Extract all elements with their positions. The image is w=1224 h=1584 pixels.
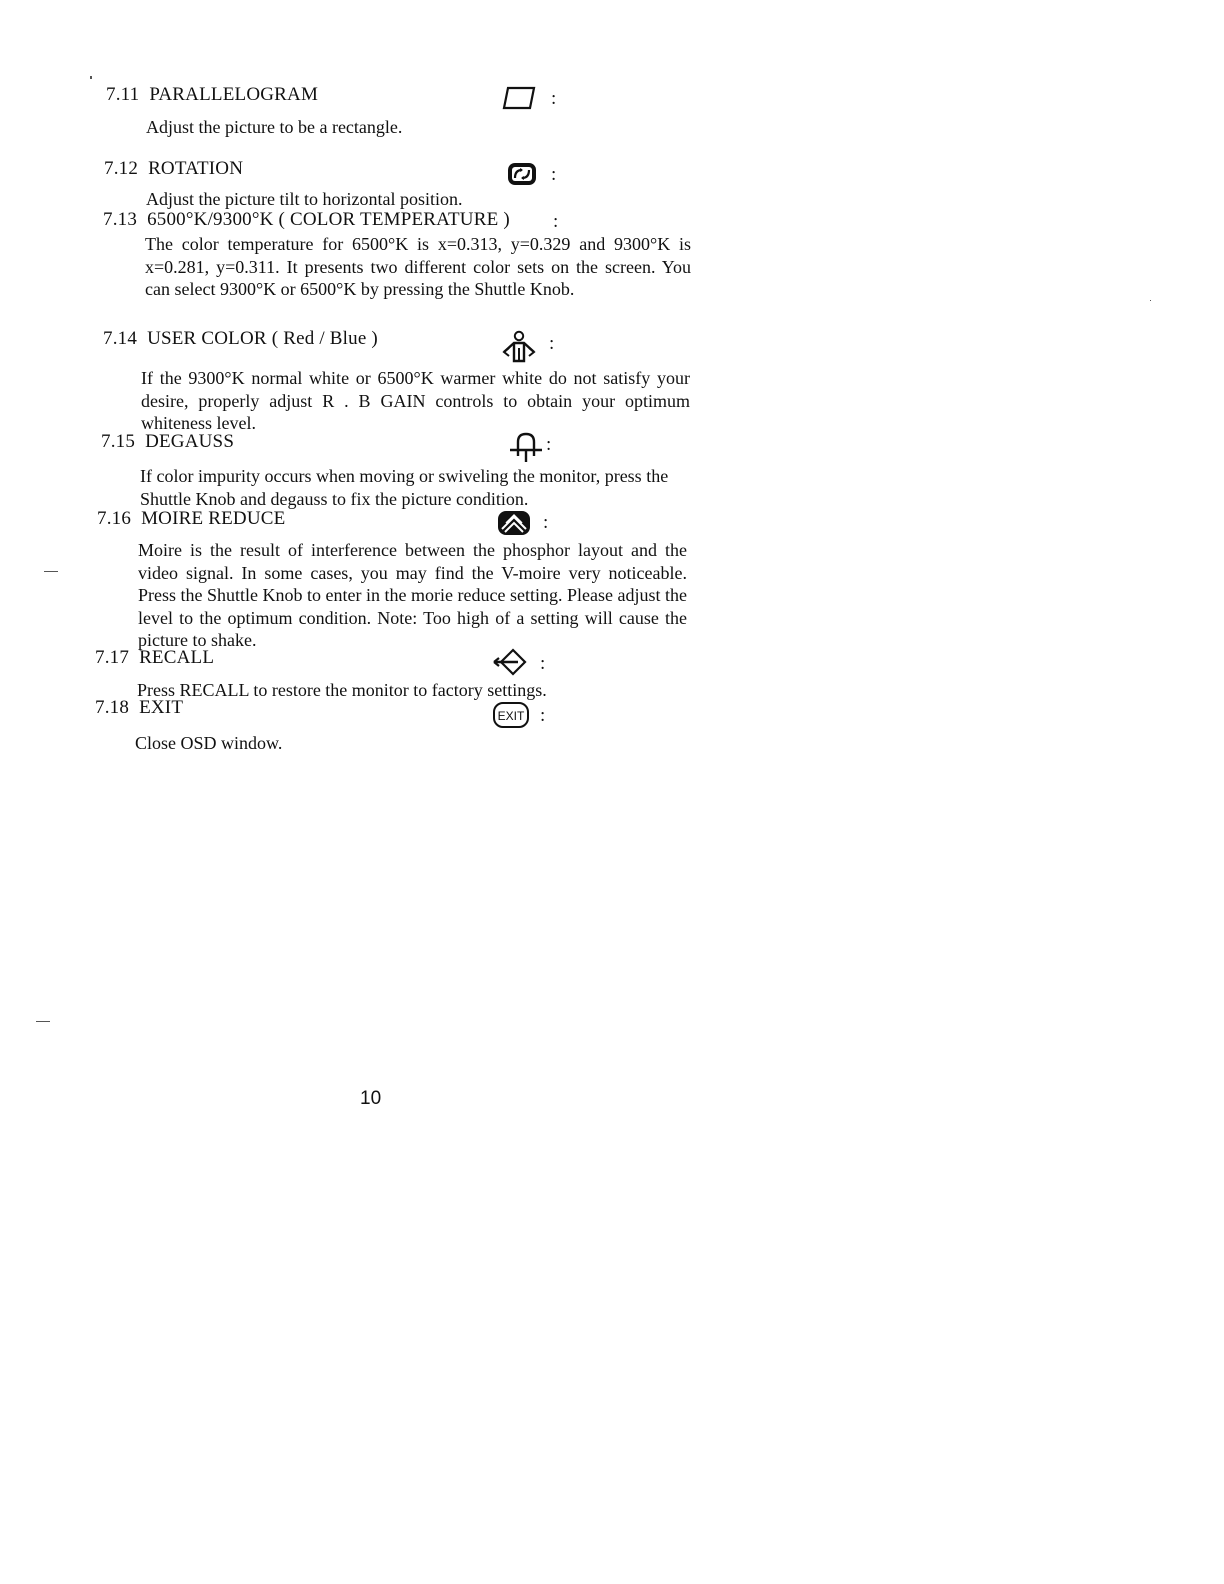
scan-speck — [90, 76, 92, 79]
section-body: Moire is the result of interference between the phosphor layout and the video signal. In some cases, you may find the V-moire very noticeable. Press the Shuttle Knob to enter in the morie reduce setting. Please adjust the level to the optimum condition. Note: Too high of a setting will cause the picture to shake. — [138, 540, 687, 650]
section-body: Close OSD window. — [135, 733, 283, 753]
section-number: 7.13 — [103, 209, 138, 230]
section-heading — [103, 328, 378, 350]
section-number: 7.17 — [95, 647, 130, 668]
section-body: The color temperature for 6500°K is x=0.313, y=0.329 and 9300°K is x=0.281, y=0.311. It presents two different color sets on the screen. You can select 9300°K or 6500°K by pressing the Shuttle Knob. — [145, 234, 691, 299]
section-number: 7.18 — [95, 697, 130, 718]
page-number: 10 — [360, 1088, 382, 1109]
section-number: 7.16 — [97, 508, 132, 529]
section-heading — [104, 158, 243, 180]
section-number: 7.14 — [103, 328, 138, 349]
section-colon: : — [543, 512, 549, 533]
section-heading — [106, 84, 318, 106]
section-colon: : — [551, 88, 557, 109]
section-body: If the 9300°K normal white or 6500°K warmer white do not satisfy your desire, properly adjust R . B GAIN controls to obtain your optimum whiteness level. — [141, 368, 690, 433]
section-title: USER COLOR ( Red / Blue ) — [147, 328, 378, 349]
section-title: PARALLELOGRAM — [149, 84, 319, 105]
section-title: DEGAUSS — [145, 431, 235, 452]
section-title: ROTATION — [148, 158, 244, 179]
section-colon: : — [540, 705, 546, 726]
section-colon: : — [540, 653, 546, 674]
section-number: 7.12 — [104, 158, 139, 179]
scan-speck — [36, 1021, 50, 1022]
parallelogram-icon — [502, 84, 536, 112]
section-colon: : — [553, 211, 559, 232]
section-number: 7.11 — [106, 84, 140, 105]
section-title: 6500°K/9300°K ( COLOR TEMPERATURE ) — [147, 209, 510, 230]
moire-icon — [496, 509, 532, 537]
section-heading — [95, 697, 183, 719]
section-body: Adjust the picture tilt to horizontal position. — [146, 189, 463, 209]
section-title: EXIT — [139, 697, 184, 718]
section-heading — [103, 209, 510, 231]
rotation-icon — [505, 160, 539, 188]
recall-icon — [492, 647, 530, 677]
section-heading — [97, 508, 285, 530]
section-colon: : — [549, 333, 555, 354]
scan-speck — [44, 571, 58, 572]
user-color-icon — [500, 330, 538, 364]
section-colon: : — [546, 434, 552, 455]
section-body: Press RECALL to restore the monitor to factory settings. — [137, 680, 547, 700]
section-body: If color impurity occurs when moving or swiveling the monitor, press the Shuttle Knob and degauss to fix the picture condition. — [140, 466, 669, 509]
section-heading — [95, 647, 214, 669]
section-heading — [101, 431, 234, 453]
svg-text:EXIT: EXIT — [497, 709, 525, 723]
section-title: RECALL — [139, 647, 215, 668]
section-body: Adjust the picture to be a rectangle. — [146, 117, 403, 137]
degauss-icon — [508, 430, 544, 464]
scan-speck — [1150, 300, 1151, 301]
exit-icon — [492, 700, 530, 730]
section-title: MOIRE REDUCE — [141, 508, 286, 529]
section-number: 7.15 — [101, 431, 136, 452]
section-colon: : — [551, 164, 557, 185]
